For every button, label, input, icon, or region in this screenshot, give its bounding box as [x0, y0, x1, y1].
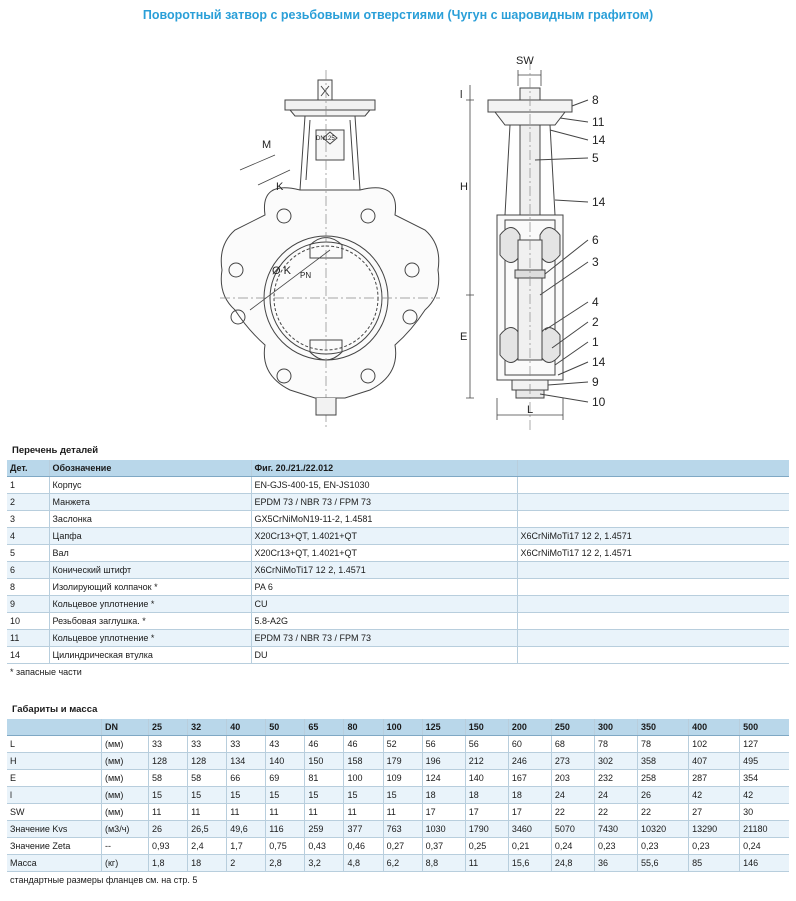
- dims-header-cell: 250: [551, 719, 594, 736]
- dims-row: [7, 855, 789, 872]
- parts-cell: [517, 647, 789, 664]
- dims-table: [7, 719, 789, 888]
- parts-section-title: Перечень деталей: [12, 445, 99, 456]
- parts-cell: EPDM 73 / NBR 73 / FPM 73: [251, 630, 517, 647]
- dims-cell: (мм): [102, 787, 149, 804]
- parts-row: [7, 528, 789, 545]
- dims-cell: 15: [305, 787, 344, 804]
- parts-cell: 4: [7, 528, 49, 545]
- parts-row: [7, 647, 789, 664]
- dims-cell: 167: [508, 770, 551, 787]
- dims-cell: 407: [689, 753, 740, 770]
- dims-cell: 17: [422, 804, 465, 821]
- parts-cell: [517, 613, 789, 630]
- parts-cell: Вал: [49, 545, 251, 562]
- dims-cell: 0,93: [149, 838, 188, 855]
- dims-cell: l: [7, 787, 102, 804]
- dims-cell: 11: [383, 804, 422, 821]
- parts-cell: 6: [7, 562, 49, 579]
- callout-3: 3: [592, 255, 599, 269]
- front-view: [220, 70, 440, 430]
- dims-header-cell: DN: [102, 719, 149, 736]
- dims-cell: 109: [383, 770, 422, 787]
- dims-cell: 26: [149, 821, 188, 838]
- dims-cell: 30: [740, 804, 789, 821]
- dims-cell: 203: [551, 770, 594, 787]
- parts-row: [7, 579, 789, 596]
- dims-cell: 1,8: [149, 855, 188, 872]
- parts-cell: [517, 511, 789, 528]
- dk-label: Ø K: [272, 265, 291, 277]
- dims-cell: 11: [465, 855, 508, 872]
- dims-cell: Значение Kvs: [7, 821, 102, 838]
- dims-cell: 10320: [638, 821, 689, 838]
- parts-header-material: Фиг. 20./21./22.012: [251, 460, 517, 477]
- dims-cell: H: [7, 753, 102, 770]
- callout-10: 10: [592, 395, 606, 409]
- parts-cell: 11: [7, 630, 49, 647]
- dims-cell: 3460: [508, 821, 551, 838]
- dims-cell: 1790: [465, 821, 508, 838]
- e-dim-label: E: [460, 331, 468, 343]
- dims-cell: 46: [305, 736, 344, 753]
- dims-cell: (кг): [102, 855, 149, 872]
- dims-cell: 246: [508, 753, 551, 770]
- callout-9: 9: [592, 375, 599, 389]
- dims-cell: 78: [638, 736, 689, 753]
- parts-row: [7, 613, 789, 630]
- parts-cell: Конический штифт: [49, 562, 251, 579]
- dims-cell: 0,21: [508, 838, 551, 855]
- parts-cell: [517, 596, 789, 613]
- parts-cell: 1: [7, 477, 49, 494]
- m-dim-label: M: [262, 139, 272, 151]
- valve-drawing: [0, 30, 796, 435]
- dims-header-cell: 400: [689, 719, 740, 736]
- dims-cell: 2,8: [266, 855, 305, 872]
- dims-header-cell: 65: [305, 719, 344, 736]
- parts-footnote: * запасные части: [10, 667, 82, 677]
- dims-header-cell: 25: [149, 719, 188, 736]
- dims-cell: 6,2: [383, 855, 422, 872]
- dims-cell: L: [7, 736, 102, 753]
- parts-cell: CU: [251, 596, 517, 613]
- dims-cell: 146: [740, 855, 789, 872]
- parts-cell: 14: [7, 647, 49, 664]
- callout-4: 4: [592, 295, 599, 309]
- dims-cell: 0,24: [551, 838, 594, 855]
- dims-cell: 0,37: [422, 838, 465, 855]
- dims-cell: 56: [465, 736, 508, 753]
- dims-cell: 0,23: [594, 838, 637, 855]
- dims-header-cell: 50: [266, 719, 305, 736]
- dims-cell: 11: [305, 804, 344, 821]
- callout-2: 2: [592, 315, 599, 329]
- dims-cell: 259: [305, 821, 344, 838]
- dims-cell: 15: [266, 787, 305, 804]
- dims-cell: 354: [740, 770, 789, 787]
- dims-cell: 128: [188, 753, 227, 770]
- dims-cell: 66: [227, 770, 266, 787]
- dims-cell: 22: [594, 804, 637, 821]
- dims-cell: (мм): [102, 753, 149, 770]
- dims-cell: 2: [227, 855, 266, 872]
- dims-cell: 43: [266, 736, 305, 753]
- dims-cell: 42: [740, 787, 789, 804]
- dims-cell: 212: [465, 753, 508, 770]
- parts-row: [7, 562, 789, 579]
- parts-cell: 5: [7, 545, 49, 562]
- dims-cell: 0,23: [638, 838, 689, 855]
- dims-cell: 46: [344, 736, 383, 753]
- parts-cell: Изолирующий колпачок *: [49, 579, 251, 596]
- dims-cell: 3,2: [305, 855, 344, 872]
- dims-cell: 33: [227, 736, 266, 753]
- parts-row: [7, 477, 789, 494]
- dims-cell: 158: [344, 753, 383, 770]
- dims-cell: --: [102, 838, 149, 855]
- parts-cell: Резьбовая заглушка. *: [49, 613, 251, 630]
- pn-label: PN: [300, 271, 312, 280]
- dims-cell: 49,6: [227, 821, 266, 838]
- dims-row: [7, 821, 789, 838]
- dims-cell: 11: [149, 804, 188, 821]
- dims-cell: 377: [344, 821, 383, 838]
- dims-cell: 11: [266, 804, 305, 821]
- dims-cell: 81: [305, 770, 344, 787]
- dims-cell: 273: [551, 753, 594, 770]
- parts-row: [7, 494, 789, 511]
- dims-cell: (мм): [102, 736, 149, 753]
- dims-cell: 15: [188, 787, 227, 804]
- callout-8: 8: [592, 93, 599, 107]
- callout-14: 14: [592, 133, 606, 147]
- dims-cell: 85: [689, 855, 740, 872]
- dims-cell: 42: [689, 787, 740, 804]
- dims-cell: 18: [188, 855, 227, 872]
- dims-cell: 4,8: [344, 855, 383, 872]
- parts-cell: Кольцевое уплотнение *: [49, 630, 251, 647]
- dims-cell: 52: [383, 736, 422, 753]
- dims-cell: 0,25: [465, 838, 508, 855]
- dims-cell: 15: [227, 787, 266, 804]
- parts-cell: X6CrNiMoTi17 12 2, 1.4571: [517, 528, 789, 545]
- dims-cell: E: [7, 770, 102, 787]
- dims-cell: 358: [638, 753, 689, 770]
- dims-header-cell: 200: [508, 719, 551, 736]
- dims-cell: 58: [149, 770, 188, 787]
- dims-row: [7, 838, 789, 855]
- page-title: Поворотный затвор с резьбовыми отверстиями (Чугун с шаровидным графитом): [142, 8, 654, 22]
- callout-11: 11: [592, 115, 605, 129]
- callout-14c: 14: [592, 355, 606, 369]
- dims-cell: 116: [266, 821, 305, 838]
- parts-cell: Кольцевое уплотнение *: [49, 596, 251, 613]
- dims-footnote: стандартные размеры фланцев см. на стр. 5: [10, 875, 198, 885]
- dims-cell: 22: [551, 804, 594, 821]
- dims-cell: 127: [740, 736, 789, 753]
- dims-cell: 26: [638, 787, 689, 804]
- dims-cell: 0,46: [344, 838, 383, 855]
- dims-cell: 36: [594, 855, 637, 872]
- dims-cell: 18: [422, 787, 465, 804]
- dims-cell: 128: [149, 753, 188, 770]
- dims-cell: 18: [508, 787, 551, 804]
- parts-header-name: Обозначение: [49, 460, 251, 477]
- dims-cell: 134: [227, 753, 266, 770]
- dims-cell: 26,5: [188, 821, 227, 838]
- parts-cell: [517, 630, 789, 647]
- parts-cell: Корпус: [49, 477, 251, 494]
- dims-cell: 24,8: [551, 855, 594, 872]
- dims-row: [7, 736, 789, 753]
- side-view: [466, 60, 588, 430]
- h-dim-label: H: [460, 181, 468, 193]
- parts-row: [7, 545, 789, 562]
- parts-cell: GX5CrNiMoN19-11-2, 1.4581: [251, 511, 517, 528]
- dims-cell: SW: [7, 804, 102, 821]
- dims-header-cell: 40: [227, 719, 266, 736]
- dims-cell: 15: [149, 787, 188, 804]
- dims-cell: 102: [689, 736, 740, 753]
- parts-cell: EN-GJS-400-15, EN-JS1030: [251, 477, 517, 494]
- parts-row: [7, 511, 789, 528]
- parts-cell: Цапфа: [49, 528, 251, 545]
- dims-cell: 100: [344, 770, 383, 787]
- dn-mark: DN125: [316, 136, 335, 142]
- dims-cell: 17: [508, 804, 551, 821]
- parts-header-alt: [517, 460, 789, 477]
- dims-cell: 33: [188, 736, 227, 753]
- dims-cell: 11: [188, 804, 227, 821]
- dims-cell: (мм): [102, 770, 149, 787]
- dims-cell: 196: [422, 753, 465, 770]
- parts-row: [7, 596, 789, 613]
- dims-cell: (м3/ч): [102, 821, 149, 838]
- dims-cell: 140: [465, 770, 508, 787]
- dims-cell: 150: [305, 753, 344, 770]
- dims-header-cell: 300: [594, 719, 637, 736]
- callout-14b: 14: [592, 195, 606, 209]
- dims-cell: 0,23: [689, 838, 740, 855]
- dims-cell: 58: [188, 770, 227, 787]
- dims-cell: 27: [689, 804, 740, 821]
- dims-cell: 24: [594, 787, 637, 804]
- parts-cell: PA 6: [251, 579, 517, 596]
- parts-cell: DU: [251, 647, 517, 664]
- dims-cell: 18: [465, 787, 508, 804]
- dims-cell: 22: [638, 804, 689, 821]
- dims-cell: (мм): [102, 804, 149, 821]
- parts-cell: [517, 477, 789, 494]
- parts-cell: [517, 494, 789, 511]
- dims-cell: 11: [227, 804, 266, 821]
- parts-cell: X20Cr13+QT, 1.4021+QT: [251, 528, 517, 545]
- dims-cell: 124: [422, 770, 465, 787]
- dims-cell: Масса: [7, 855, 102, 872]
- dims-cell: 78: [594, 736, 637, 753]
- k-dim-label: K: [276, 181, 284, 193]
- dims-cell: 69: [266, 770, 305, 787]
- dims-cell: Значение Zeta: [7, 838, 102, 855]
- callout-5: 5: [592, 151, 599, 165]
- dims-cell: 2,4: [188, 838, 227, 855]
- parts-table: [7, 460, 789, 680]
- callout-6: 6: [592, 233, 599, 247]
- l-top-label: l: [460, 89, 463, 101]
- dims-row: [7, 770, 789, 787]
- dims-cell: 0,75: [266, 838, 305, 855]
- parts-cell: Манжета: [49, 494, 251, 511]
- dims-header-cell: 150: [465, 719, 508, 736]
- dims-cell: 17: [465, 804, 508, 821]
- parts-cell: 9: [7, 596, 49, 613]
- dims-cell: 1030: [422, 821, 465, 838]
- parts-cell: 8: [7, 579, 49, 596]
- dims-cell: 0,24: [740, 838, 789, 855]
- dims-header-cell: [7, 719, 102, 736]
- parts-cell: [517, 562, 789, 579]
- dims-cell: 15,6: [508, 855, 551, 872]
- dims-cell: 1,7: [227, 838, 266, 855]
- dims-cell: 24: [551, 787, 594, 804]
- dims-header-cell: 100: [383, 719, 422, 736]
- dims-cell: 0,27: [383, 838, 422, 855]
- dims-cell: 8,8: [422, 855, 465, 872]
- parts-cell: X20Cr13+QT, 1.4021+QT: [251, 545, 517, 562]
- dims-cell: 495: [740, 753, 789, 770]
- dims-row: [7, 753, 789, 770]
- dims-row: [7, 804, 789, 821]
- dims-row: [7, 787, 789, 804]
- dims-cell: 232: [594, 770, 637, 787]
- dims-cell: 763: [383, 821, 422, 838]
- sw-dim-label: SW: [516, 55, 534, 67]
- dims-cell: 56: [422, 736, 465, 753]
- dims-cell: 140: [266, 753, 305, 770]
- dims-cell: 15: [344, 787, 383, 804]
- parts-cell: Заслонка: [49, 511, 251, 528]
- dims-cell: 0,43: [305, 838, 344, 855]
- dims-cell: 13290: [689, 821, 740, 838]
- parts-header-item: Дет.: [7, 460, 49, 477]
- parts-cell: X6CrNiMoTi17 12 2, 1.4571: [251, 562, 517, 579]
- dims-header-cell: 80: [344, 719, 383, 736]
- dims-cell: 7430: [594, 821, 637, 838]
- parts-cell: EPDM 73 / NBR 73 / FPM 73: [251, 494, 517, 511]
- parts-cell: X6CrNiMoTi17 12 2, 1.4571: [517, 545, 789, 562]
- dims-header-cell: 125: [422, 719, 465, 736]
- parts-cell: 3: [7, 511, 49, 528]
- dims-header-cell: 500: [740, 719, 789, 736]
- callout-1: 1: [592, 335, 599, 349]
- l-bottom-label: L: [527, 404, 534, 416]
- dims-cell: 179: [383, 753, 422, 770]
- dims-cell: 33: [149, 736, 188, 753]
- dims-cell: 21180: [740, 821, 789, 838]
- dims-cell: 68: [551, 736, 594, 753]
- parts-cell: 10: [7, 613, 49, 630]
- dims-header-cell: 350: [638, 719, 689, 736]
- parts-cell: 2: [7, 494, 49, 511]
- dims-cell: 55,6: [638, 855, 689, 872]
- parts-row: [7, 630, 789, 647]
- dims-header-cell: 32: [188, 719, 227, 736]
- dims-cell: 15: [383, 787, 422, 804]
- dims-cell: 5070: [551, 821, 594, 838]
- dims-cell: 11: [344, 804, 383, 821]
- dims-section-title: Габариты и масса: [12, 704, 98, 715]
- dims-cell: 302: [594, 753, 637, 770]
- parts-cell: 5.8-A2G: [251, 613, 517, 630]
- parts-cell: Цилиндрическая втулка: [49, 647, 251, 664]
- parts-cell: [517, 579, 789, 596]
- dims-cell: 287: [689, 770, 740, 787]
- dims-cell: 60: [508, 736, 551, 753]
- dims-cell: 258: [638, 770, 689, 787]
